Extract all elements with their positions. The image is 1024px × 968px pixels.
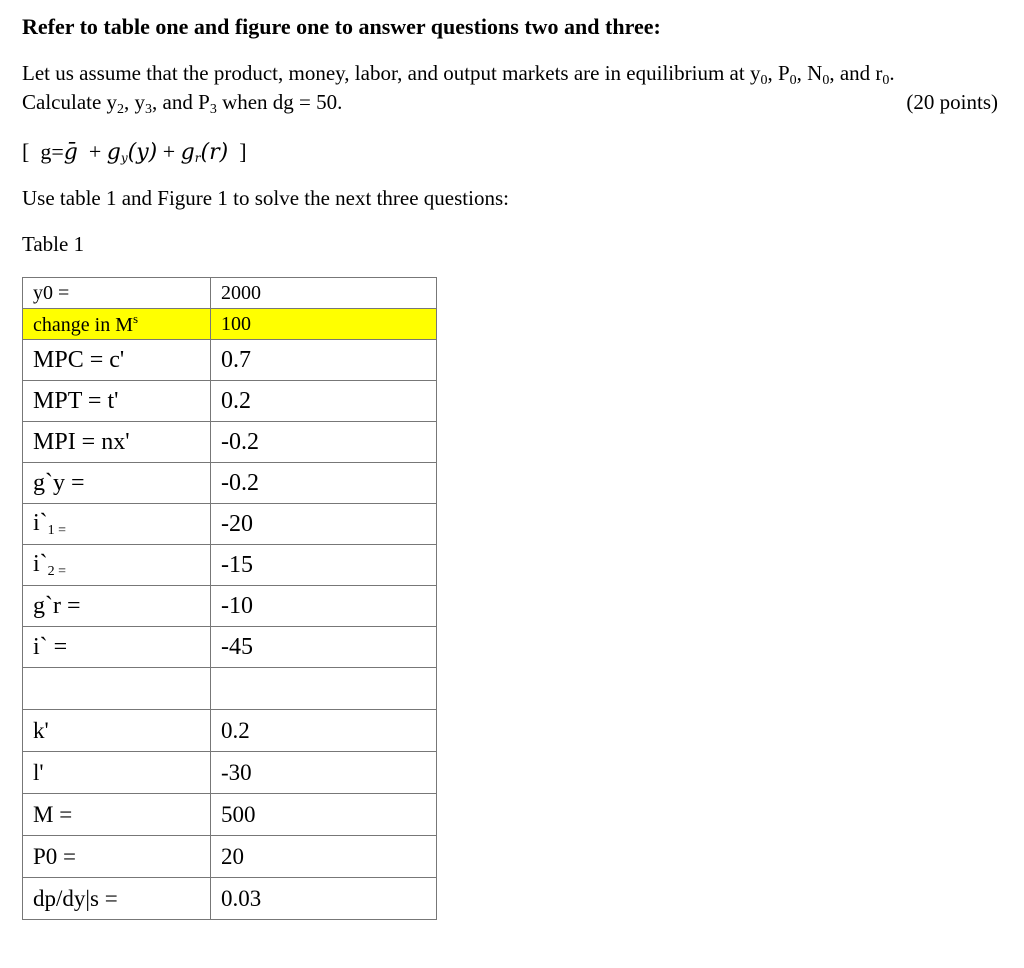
y2-symbol: $y_2$ (106, 90, 125, 117)
row-value: -15 (211, 545, 437, 586)
y3-symbol: $y_3$ (134, 90, 153, 117)
row-value: 20 (211, 836, 437, 878)
row-label: $i`_{2 =}$ (23, 545, 211, 586)
government-spending-formula: [ g=ḡ + gy(y) + gr(r) ] (22, 139, 247, 165)
instruction-text: Use table 1 and Figure 1 to solve the next three questions: (22, 186, 509, 210)
calculate-statement: Calculate $y_2$, $y_3$, and $P_3$ when dg = 50. (20 points) (22, 90, 998, 117)
row-label: dp/dy|s = (23, 878, 211, 920)
row-value: 2000 (211, 278, 437, 309)
statement-text: Let us assume that the product, money, labor, and output markets are in equilibrium at (22, 61, 745, 85)
row-label: MPT = t' (23, 381, 211, 422)
row-label: MPI = nx' (23, 422, 211, 463)
table-row (23, 504, 437, 545)
row-value: 0.03 (211, 878, 437, 920)
row-value: 0.2 (211, 381, 437, 422)
table-row (23, 278, 437, 309)
row-value (211, 668, 437, 710)
p0-symbol: $P_0$ (777, 61, 797, 88)
row-label: M = (23, 794, 211, 836)
row-label: g`y = (23, 463, 211, 504)
table-row (23, 545, 437, 586)
table-row (23, 710, 437, 752)
row-label: k' (23, 710, 211, 752)
y0-symbol: $y_0$ (749, 61, 768, 88)
row-label: $i`_{1 =}$ (23, 504, 211, 545)
table-row (23, 422, 437, 463)
row-value: 0.2 (211, 710, 437, 752)
table-row (23, 836, 437, 878)
table-row (23, 627, 437, 668)
r0-symbol: $r_0$ (875, 61, 890, 88)
row-label: g`r = (23, 586, 211, 627)
table-row (23, 381, 437, 422)
row-value: 0.7 (211, 340, 437, 381)
table-row (23, 586, 437, 627)
row-value: -10 (211, 586, 437, 627)
row-label: P0 = (23, 836, 211, 878)
n0-symbol: $N_0$ (807, 61, 830, 88)
row-value: 100 (211, 309, 437, 340)
parameters-table (22, 277, 437, 920)
calculate-suffix: when dg = 50. (222, 90, 343, 114)
row-value: -20 (211, 504, 437, 545)
points-label: (20 points) (906, 90, 998, 114)
table-row (23, 794, 437, 836)
equilibrium-statement: Let us assume that the product, money, labor, and output markets are in equilibrium at $y_0$, $P_0$, $N_0$, and $r_0$. (22, 61, 895, 88)
table-caption: Table 1 (22, 232, 85, 256)
row-label: l' (23, 752, 211, 794)
calculate-prefix: Calculate (22, 90, 102, 114)
row-label: y0 = (23, 278, 211, 309)
table-row-highlighted (23, 309, 437, 340)
row-value: -45 (211, 627, 437, 668)
row-value: -0.2 (211, 463, 437, 504)
row-value: 500 (211, 794, 437, 836)
table-row (23, 752, 437, 794)
row-label: change in $M^s$ (23, 309, 211, 340)
table-row (23, 878, 437, 920)
row-label (23, 668, 211, 710)
row-value: -0.2 (211, 422, 437, 463)
and-word: and (839, 61, 871, 85)
row-value: -30 (211, 752, 437, 794)
table-row (23, 463, 437, 504)
table-row (23, 340, 437, 381)
table-row-empty (23, 668, 437, 710)
question-heading: Refer to table one and figure one to answer questions two and three: (22, 14, 661, 39)
p3-symbol: $P_3$ (198, 90, 217, 117)
row-label: MPC = c' (23, 340, 211, 381)
row-label: i` = (23, 627, 211, 668)
